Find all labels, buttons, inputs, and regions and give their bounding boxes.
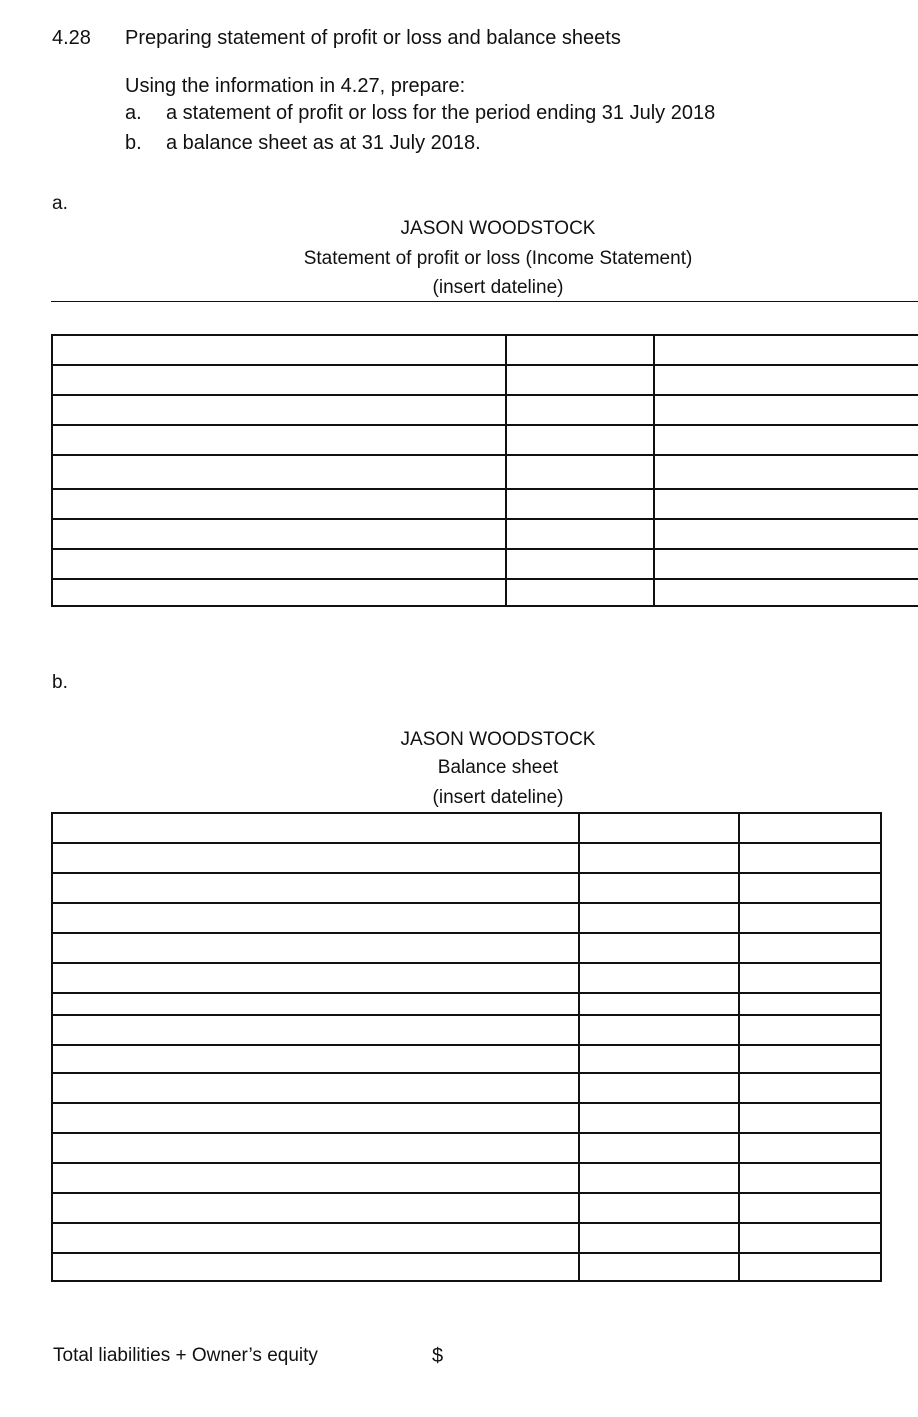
answer-cell[interactable]	[52, 519, 506, 549]
answer-cell[interactable]	[579, 1253, 739, 1281]
table-row	[52, 1103, 881, 1133]
answer-cell[interactable]	[579, 963, 739, 993]
table-row	[52, 1133, 881, 1163]
answer-cell[interactable]	[739, 1193, 881, 1223]
table-row	[52, 1253, 881, 1281]
answer-cell[interactable]	[654, 335, 918, 365]
task-a-text: a statement of profit or loss for the period ending 31 July 2018	[166, 102, 716, 124]
answer-cell[interactable]	[579, 903, 739, 933]
answer-cell[interactable]	[739, 933, 881, 963]
answer-cell[interactable]	[579, 993, 739, 1015]
table-row	[52, 489, 918, 519]
answer-cell[interactable]	[506, 489, 654, 519]
task-b-marker: b.	[125, 132, 142, 154]
answer-cell[interactable]	[739, 1223, 881, 1253]
answer-cell[interactable]	[52, 963, 579, 993]
answer-cell[interactable]	[579, 1193, 739, 1223]
table-row	[52, 903, 881, 933]
exercise-intro: Using the information in 4.27, prepare:	[125, 75, 466, 97]
answer-cell[interactable]	[52, 489, 506, 519]
answer-cell[interactable]	[654, 365, 918, 395]
answer-cell[interactable]	[654, 519, 918, 549]
table-row	[52, 963, 881, 993]
answer-cell[interactable]	[579, 843, 739, 873]
exercise-title: Preparing statement of profit or loss and balance sheets	[125, 27, 621, 49]
answer-cell[interactable]	[579, 1073, 739, 1103]
answer-cell[interactable]	[579, 1045, 739, 1073]
part-a-dateline: (insert dateline)	[432, 277, 564, 298]
balance-sheet-rows	[52, 813, 881, 1281]
total-liabilities-equity-label: Total liabilities + Owner’s equity	[53, 1345, 318, 1366]
answer-cell[interactable]	[506, 549, 654, 579]
income-statement-rows	[52, 335, 918, 606]
answer-cell[interactable]	[52, 1073, 579, 1103]
answer-cell[interactable]	[579, 933, 739, 963]
answer-cell[interactable]	[739, 1253, 881, 1281]
answer-cell[interactable]	[739, 873, 881, 903]
balance-sheet-table	[51, 812, 882, 1282]
answer-cell[interactable]	[506, 455, 654, 489]
answer-cell[interactable]	[579, 1163, 739, 1193]
answer-cell[interactable]	[52, 425, 506, 455]
table-row	[52, 519, 918, 549]
table-row	[52, 843, 881, 873]
answer-cell[interactable]	[739, 843, 881, 873]
answer-cell[interactable]	[654, 425, 918, 455]
part-a-label: a.	[52, 193, 68, 214]
answer-cell[interactable]	[506, 425, 654, 455]
answer-cell[interactable]	[739, 1045, 881, 1073]
table-row	[52, 455, 918, 489]
answer-cell[interactable]	[506, 365, 654, 395]
answer-cell[interactable]	[739, 1103, 881, 1133]
exercise-number: 4.28	[52, 27, 91, 49]
answer-cell[interactable]	[52, 1133, 579, 1163]
table-row	[52, 395, 918, 425]
answer-cell[interactable]	[52, 873, 579, 903]
answer-cell[interactable]	[506, 519, 654, 549]
table-row	[52, 813, 881, 843]
answer-cell[interactable]	[52, 455, 506, 489]
answer-cell[interactable]	[579, 1223, 739, 1253]
part-b-entity-name: JASON WOODSTOCK	[400, 729, 596, 750]
task-b-text: a balance sheet as at 31 July 2018.	[166, 132, 481, 154]
income-statement-table	[51, 334, 918, 607]
answer-cell[interactable]	[52, 365, 506, 395]
answer-cell[interactable]	[52, 1223, 579, 1253]
part-b-statement-title: Balance sheet	[437, 757, 559, 778]
currency-symbol: $	[432, 1345, 444, 1367]
answer-cell[interactable]	[506, 335, 654, 365]
answer-cell[interactable]	[52, 903, 579, 933]
table-row	[52, 365, 918, 395]
table-row	[52, 1073, 881, 1103]
table-row	[52, 335, 918, 365]
table-row	[52, 425, 918, 455]
table-row	[52, 1015, 881, 1045]
answer-cell[interactable]	[52, 1103, 579, 1133]
header-rule	[51, 301, 918, 302]
answer-cell[interactable]	[739, 993, 881, 1015]
answer-cell[interactable]	[52, 549, 506, 579]
answer-cell[interactable]	[52, 1193, 579, 1223]
answer-cell[interactable]	[52, 813, 579, 843]
answer-cell[interactable]	[579, 1133, 739, 1163]
answer-cell[interactable]	[52, 843, 579, 873]
table-row	[52, 1163, 881, 1193]
answer-cell[interactable]	[654, 395, 918, 425]
table-row	[52, 1193, 881, 1223]
answer-cell[interactable]	[654, 549, 918, 579]
part-b-label: b.	[52, 672, 68, 693]
part-a-statement-title: Statement of profit or loss (Income Statement)	[303, 248, 693, 269]
answer-cell[interactable]	[739, 1015, 881, 1045]
answer-cell[interactable]	[739, 1133, 881, 1163]
answer-cell[interactable]	[52, 1045, 579, 1073]
table-row	[52, 1223, 881, 1253]
table-row	[52, 549, 918, 579]
answer-cell[interactable]	[739, 813, 881, 843]
table-row	[52, 873, 881, 903]
answer-cell[interactable]	[654, 579, 918, 606]
answer-cell[interactable]	[739, 903, 881, 933]
answer-cell[interactable]	[579, 873, 739, 903]
answer-cell[interactable]	[52, 933, 579, 963]
answer-cell[interactable]	[739, 963, 881, 993]
answer-cell[interactable]	[506, 579, 654, 606]
answer-cell[interactable]	[52, 1163, 579, 1193]
answer-cell[interactable]	[52, 993, 579, 1015]
table-row	[52, 993, 881, 1015]
table-row	[52, 579, 918, 606]
answer-cell[interactable]	[52, 1015, 579, 1045]
answer-cell[interactable]	[654, 489, 918, 519]
part-b-dateline: (insert dateline)	[432, 787, 564, 808]
task-a-marker: a.	[125, 102, 142, 124]
answer-cell[interactable]	[579, 1015, 739, 1045]
answer-cell[interactable]	[52, 395, 506, 425]
table-row	[52, 933, 881, 963]
answer-cell[interactable]	[739, 1163, 881, 1193]
part-a-entity-name: JASON WOODSTOCK	[400, 218, 596, 239]
answer-cell[interactable]	[739, 1073, 881, 1103]
answer-cell[interactable]	[506, 395, 654, 425]
answer-cell[interactable]	[579, 813, 739, 843]
table-row	[52, 1045, 881, 1073]
answer-cell[interactable]	[52, 335, 506, 365]
answer-cell[interactable]	[52, 1253, 579, 1281]
answer-cell[interactable]	[654, 455, 918, 489]
answer-cell[interactable]	[579, 1103, 739, 1133]
answer-cell[interactable]	[52, 579, 506, 606]
